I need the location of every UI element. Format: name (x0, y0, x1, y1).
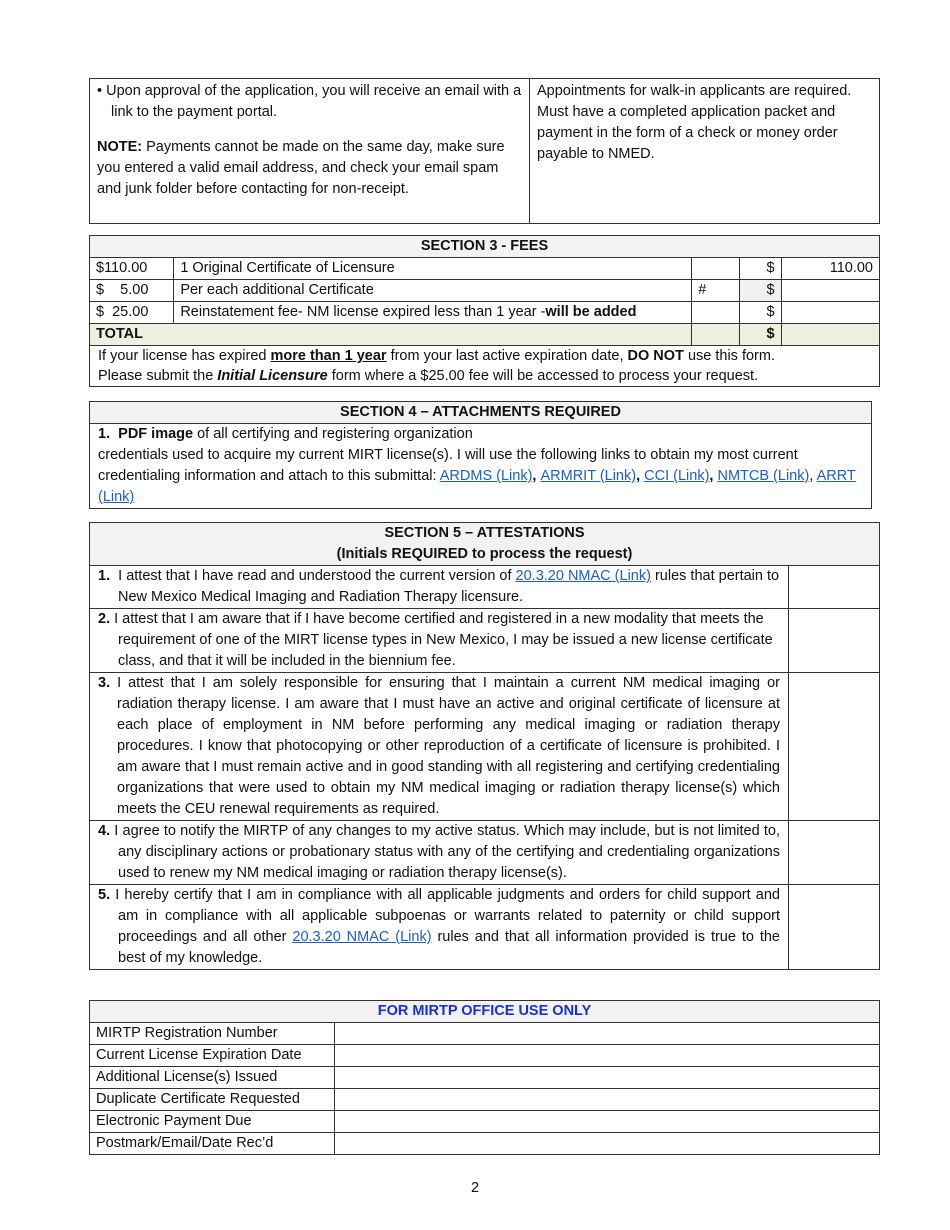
fee-desc-bold: will be added (545, 304, 637, 320)
fees-title: SECTION 3 - FEES (90, 236, 880, 258)
fee-row (90, 302, 880, 324)
fee-amount: $ 5.00 (90, 280, 174, 302)
fees-note-4: Please submit the (98, 368, 218, 384)
office-label: MIRTP Registration Number (90, 1023, 335, 1045)
fee-amount: $ 25.00 (90, 302, 174, 324)
initials-box[interactable] (789, 566, 880, 609)
office-value[interactable] (335, 1045, 880, 1067)
fee-qty[interactable] (692, 302, 740, 324)
fee-dollar: $ (740, 280, 781, 302)
nmac-link[interactable]: 20.3.20 NMAC (Link) (515, 568, 651, 584)
attestation-row (90, 609, 880, 673)
attestation-num: 4. (98, 823, 111, 839)
attestation-num: 3. (98, 675, 111, 691)
total-dollar: $ (740, 324, 781, 346)
attachments-text-1: of all certifying and registering organization (193, 426, 473, 442)
office-title: FOR MIRTP OFFICE USE ONLY (90, 1001, 880, 1023)
attestation-pre: I attest that I am solely responsible for ensuring that I maintain a current NM medical imaging or radiation therapy license. I am aware that I must have an active and original certificate of licensure at each place of employment in NM before performing any medical imaging or radiation therapy procedures. I know that photocopying or other reproduction of a certificate of licensure is prohibited. I am aware that I must remain active and in good standing with all registering and certifying credentialing organizations that were used to obtain my NM medical imaging or radiation therapy license(s) which meets the CEU renewal requirements as required. (110, 675, 780, 817)
attestation-num: 2. (98, 611, 111, 627)
fee-qty[interactable]: # (692, 280, 740, 302)
office-label: Additional License(s) Issued (90, 1067, 335, 1089)
fee-total[interactable] (781, 280, 879, 302)
total-label: TOTAL (90, 324, 692, 346)
fee-desc: 1 Original Certificate of Licensure (174, 258, 692, 280)
attestations-table (89, 522, 880, 970)
fee-amount: $110.00 (90, 258, 174, 280)
fees-table (89, 235, 880, 387)
page-number: 2 (470, 1180, 480, 1196)
attestation-row (90, 673, 880, 821)
office-value[interactable] (335, 1089, 880, 1111)
attachments-text-2: credentials used to acquire my current MIRT license(s). I will use the following links to obtain my most current credentialing information and attach to this submittal: (98, 447, 798, 484)
fee-qty[interactable] (692, 258, 740, 280)
total-value[interactable] (781, 324, 879, 346)
office-value[interactable] (335, 1111, 880, 1133)
attestation-row (90, 566, 880, 609)
payment-info-box (89, 78, 880, 224)
attestation-num: 5. (98, 887, 111, 903)
attestations-subtitle: (Initials REQUIRED to process the request) (336, 546, 633, 562)
fee-total[interactable] (781, 302, 879, 324)
office-label: Duplicate Certificate Requested (90, 1089, 335, 1111)
attestation-text (90, 885, 789, 970)
walkin-text: Appointments for walk-in applicants are required. Must have a completed application packet and payment in the form of a check or money order payable to NMED. (537, 83, 852, 162)
office-label: Current License Expiration Date (90, 1045, 335, 1067)
fee-total-row (90, 324, 880, 346)
initials-box[interactable] (789, 673, 880, 821)
fees-note-1b: more than 1 year (270, 348, 387, 364)
payment-bullet-text: Upon approval of the application, you will receive an email with a link to the payment portal. (106, 83, 522, 120)
nmac-link[interactable]: 20.3.20 NMAC (Link) (292, 929, 432, 945)
fees-note (90, 346, 880, 387)
fee-total[interactable]: 110.00 (781, 258, 879, 280)
total-qty (692, 324, 740, 346)
attachments-body: 1. PDF image of all certifying and registering organization credentials used to acquire my current MIRT license(s). I will use the following links to obtain my most current credentialing information and attach to this submittal: ARDMS (Link), ARMRIT (Link), CCI (Link), NMTCB (Link), ARRT (Link) (90, 424, 872, 509)
fees-note-5: form where a $25.00 fee will be accessed to process your request. (327, 368, 759, 384)
initials-box[interactable] (789, 821, 880, 885)
attestation-text (90, 566, 789, 609)
attestation-row (90, 885, 880, 970)
fee-desc (174, 302, 692, 324)
office-label: Electronic Payment Due (90, 1111, 335, 1133)
attachments-bold: PDF image (118, 426, 194, 442)
attachments-num: 1. (98, 426, 111, 442)
walkin-cell (530, 79, 880, 224)
fees-note-1: If your license has expired (98, 348, 271, 364)
attestations-header (90, 523, 880, 566)
ardms-link[interactable]: ARDMS (Link) (439, 468, 533, 484)
attestation-text (90, 609, 789, 673)
attestation-post: rules and that all information provided is true to the best of my knowledge. (118, 929, 781, 966)
attestation-row (90, 821, 880, 885)
payment-bullet: • Upon approval of the application, you will receive an email with a link to the payment portal. (97, 83, 522, 120)
cci-link[interactable]: CCI (Link) (644, 468, 710, 484)
fee-row (90, 280, 880, 302)
fee-dollar: $ (740, 258, 781, 280)
nmtcb-link[interactable]: NMTCB (Link) (717, 468, 810, 484)
initials-box[interactable] (789, 885, 880, 970)
attestation-pre: I hereby certify that I am in compliance with all applicable judgments and orders for child support and am in compliance with all applicable subpoenas or warrants related to paternity or child support proceedings and all other (110, 887, 780, 945)
attestation-post: rules that pertain to New Mexico Medical Imaging and Radiation Therapy licensure. (118, 568, 780, 605)
attachments-title: SECTION 4 – ATTACHMENTS REQUIRED (90, 402, 872, 424)
payment-note (97, 137, 522, 200)
office-value[interactable] (335, 1133, 880, 1155)
fee-row (90, 258, 880, 280)
attestation-num: 1. (98, 568, 111, 584)
attestation-pre: I attest that I am aware that if I have become certified and registered in a new modality that meets the requirement of one of the MIRT license types in New Mexico, I may be issued a new license certificate class, and that it will be included in the biennium fee. (110, 611, 773, 669)
note-text: Payments cannot be made on the same day, make sure you entered a valid email address, and check your email spam and junk folder before contacting for non-receipt. (97, 139, 505, 197)
attestation-text (90, 821, 789, 885)
office-value[interactable] (335, 1023, 880, 1045)
payment-portal-cell (90, 79, 530, 224)
fees-note-3: use this form. (683, 348, 775, 364)
fee-desc-text: Reinstatement fee- NM license expired less than 1 year - (180, 304, 546, 320)
fees-note-4b: Initial Licensure (217, 368, 328, 384)
fee-desc: Per each additional Certificate (174, 280, 692, 302)
attestations-title: SECTION 5 – ATTESTATIONS (384, 525, 585, 541)
initials-box[interactable] (789, 609, 880, 673)
attestation-pre: I attest that I have read and understood the current version of (110, 568, 516, 584)
armrit-link[interactable]: ARMRIT (Link) (540, 468, 637, 484)
office-use-table (89, 1000, 880, 1155)
attestation-pre: I agree to notify the MIRTP of any changes to my active status. Which may include, but is not limited to, any disciplinary actions or probationary status with any of the certifying and credentialing organizations used to renew my NM medical imaging or radiation therapy license(s). (110, 823, 780, 881)
note-label: NOTE: (97, 139, 143, 155)
fees-note-2b: DO NOT (627, 348, 684, 364)
arrt-link[interactable]: ARRT (Link) (98, 468, 856, 505)
attachments-table (89, 401, 872, 509)
office-value[interactable] (335, 1067, 880, 1089)
fees-note-2: from your last active expiration date, (386, 348, 628, 364)
fee-dollar: $ (740, 302, 781, 324)
attestation-text (90, 673, 789, 821)
office-label: Postmark/Email/Date Rec’d (90, 1133, 335, 1155)
